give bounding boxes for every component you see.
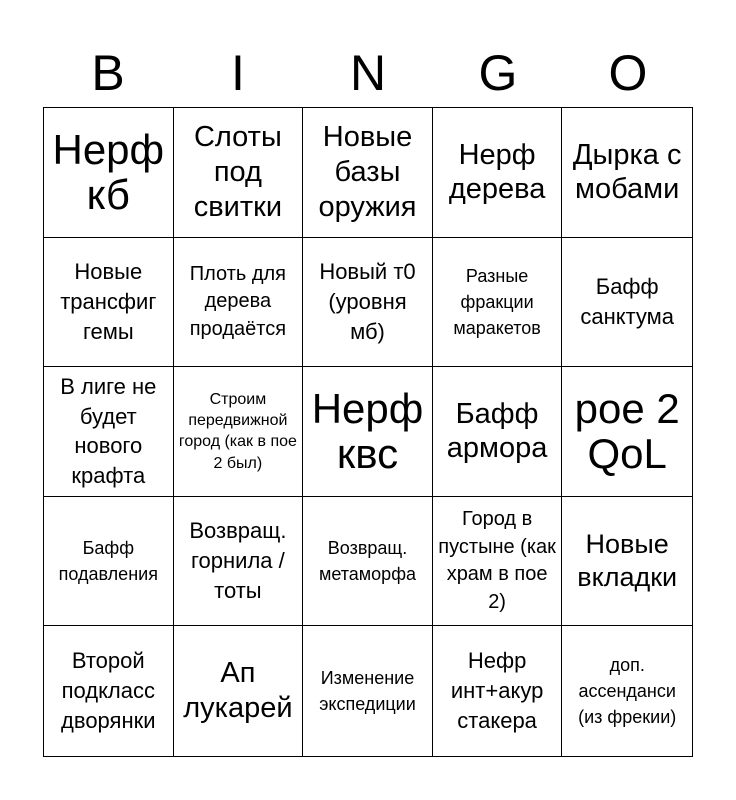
bingo-cell[interactable] [44,108,174,238]
header-letter-g: G [478,45,518,101]
bingo-cell-text: В лиге не будет нового крафта [60,373,157,489]
bingo-cell[interactable] [303,108,433,238]
bingo-cell-text: Второй подкласс дворянки [61,648,156,734]
bingo-cell-text: Нефр инт+акур стакера [450,648,544,734]
bingo-card [43,107,693,757]
bingo-cell-text: Бафф подавления [58,538,158,585]
bingo-cell[interactable] [562,626,692,756]
bingo-cell-text: Изменение экспедиции [319,668,416,715]
bingo-cell-text: Новые базы оружия [318,121,417,223]
bingo-cell-text: Нерф кб [52,125,165,219]
bingo-cell[interactable] [44,238,174,368]
bingo-cell-text: рое 2 QoL [574,385,680,478]
bingo-cell[interactable] [303,497,433,627]
header-letter-o: O [608,45,648,101]
bingo-cell[interactable] [174,497,304,627]
bingo-cell[interactable] [562,367,692,497]
header-letter-i: I [231,45,245,101]
bingo-cell-text: Плоть для дерева продаётся [189,262,287,340]
bingo-cell[interactable] [174,626,304,756]
bingo-cell[interactable] [562,497,692,627]
bingo-cell[interactable] [44,497,174,627]
bingo-cell[interactable] [303,367,433,497]
bingo-cell[interactable] [44,367,174,497]
bingo-cell[interactable] [303,238,433,368]
bingo-cell-text: Бафф армора [446,397,548,465]
bingo-cell-text: доп. ассенданси (из фрекии) [578,655,677,728]
bingo-cell[interactable] [433,626,563,756]
bingo-cell[interactable] [174,108,304,238]
bingo-cell[interactable] [562,108,692,238]
bingo-cell-text: Строим передвижной город (как в пое 2 был) [178,391,297,472]
bingo-cell-text: Город в пустыне (как храм в пое 2) [438,507,556,613]
bingo-cell-text: Ап лукарей [183,657,293,725]
bingo-cell-text: Новые вкладки [577,529,678,593]
bingo-cell-text: Возвращ. горнила /тоты [189,518,287,604]
bingo-cell-text: Разные фракции маракетов [453,265,541,338]
bingo-cell[interactable] [562,238,692,368]
bingo-cell-text: Нерф квс [311,385,424,478]
header-letter-n: N [349,45,387,101]
bingo-cell[interactable] [44,626,174,756]
bingo-cell-text: Нерф дерева [448,138,546,206]
bingo-cell-text: Дырка с мобами [572,138,682,206]
bingo-cell[interactable] [174,367,304,497]
bingo-cell-text: Слоты под свитки [193,121,283,223]
bingo-header [43,40,693,106]
bingo-cell[interactable] [433,108,563,238]
bingo-cell-text: Новые трансфиг гемы [60,259,157,344]
header-letter-b: B [91,45,125,101]
bingo-cell-text: Бафф санктума [580,273,675,329]
bingo-cell[interactable] [433,367,563,497]
bingo-cell-text: Возвращ. метаморфа [318,538,417,585]
bingo-cell[interactable] [433,238,563,368]
bingo-cell-text: Новый т0 (уровня мб) [319,259,416,344]
bingo-cell[interactable] [303,626,433,756]
bingo-cell[interactable] [174,238,304,368]
bingo-cell[interactable] [433,497,563,627]
